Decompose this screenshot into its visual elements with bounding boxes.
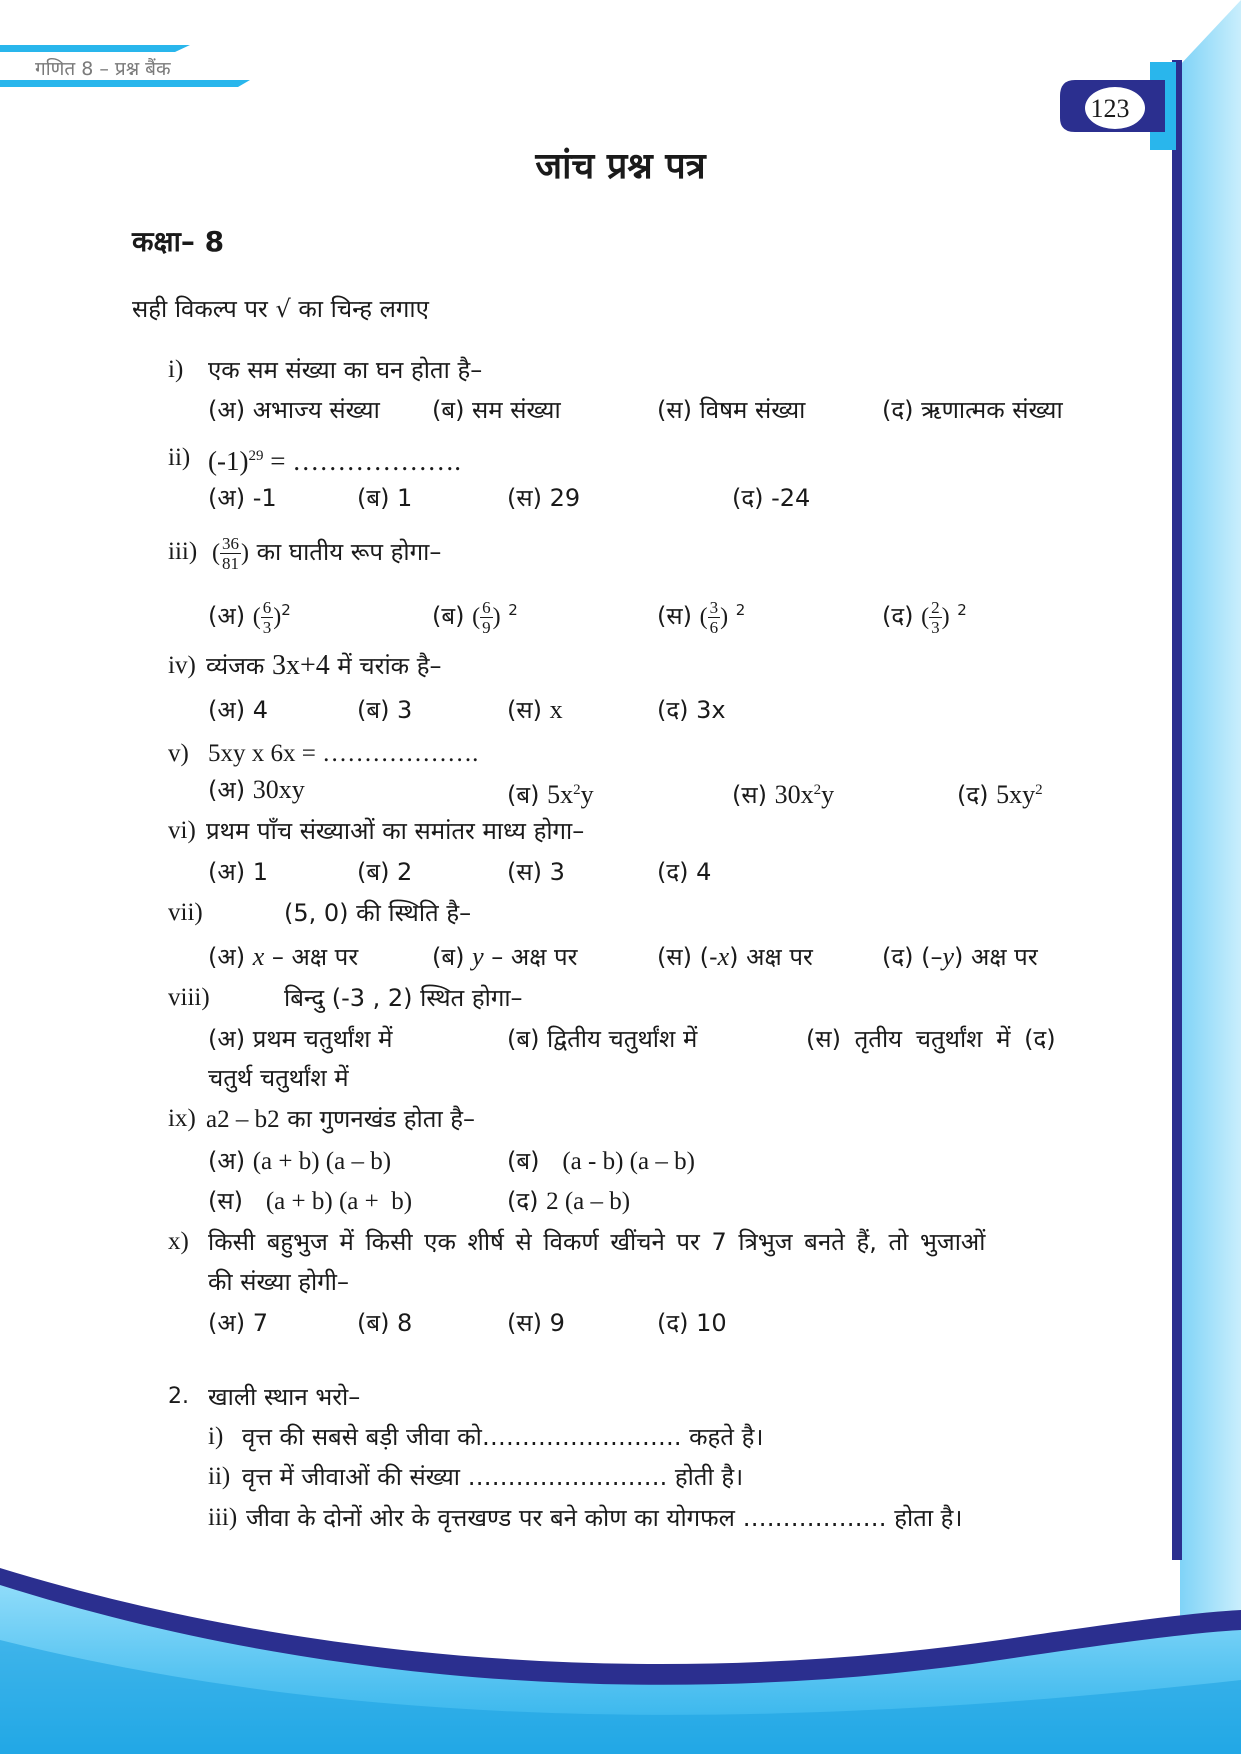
q5-text: 5xy x 6x = ……………….: [208, 740, 479, 767]
q5-option-b: (ब) $5x^2y$: [507, 780, 594, 809]
q9-option-d: (द) 2 (a – b): [507, 1187, 631, 1215]
section2-heading: खाली स्थान भरो–: [208, 1383, 361, 1411]
section2-item-2: वृत्त में जीवाओं की संख्या ……………………. होती है।: [242, 1463, 744, 1491]
q8-option-d: चतुर्थ चतुर्थांश में: [208, 1064, 349, 1092]
q1-option-d: (द) ऋणात्मक संख्या: [882, 396, 1063, 424]
q7-option-c: (स) (-x) अक्ष पर: [657, 942, 813, 971]
q1-option-b: (ब) सम संख्या: [432, 396, 561, 424]
q7-option-d: (द) (–y) अक्ष पर: [882, 942, 1038, 971]
q5-option-d: (द) $5xy^2$: [957, 780, 1043, 809]
q3-option-d: (द) ( $\frac{2}{3}$ ) $^2$: [882, 597, 967, 637]
q8-option-c: (स) तृतीय चतुर्थांश में (द): [806, 1025, 1056, 1053]
q9-option-b: (ब) (a - b) (a – b): [507, 1147, 695, 1175]
q3-number: iii): [168, 538, 198, 565]
q6-number: vi): [168, 817, 196, 844]
q3-option-b: (ब) ( $\frac{6}{9}$ ) $^2$: [432, 597, 518, 637]
q4-option-b: (ब) 3: [357, 696, 413, 724]
q8-option-b: (ब) द्वितीय चतुर्थांश में: [507, 1025, 698, 1053]
bottom-wave: [0, 1568, 1241, 1754]
q8-option-a: (अ) प्रथम चतुर्थांश में: [208, 1025, 393, 1053]
q1-number: i): [168, 356, 184, 383]
q1-text: एक सम संख्या का घन होता है–: [208, 356, 483, 384]
q10-option-d: (द) 10: [657, 1309, 727, 1337]
side-band: [1150, 0, 1241, 1754]
section2-item-2-number: ii): [208, 1463, 231, 1490]
q2-text: $(-1)^{29}$ = ……………….: [208, 446, 461, 476]
q8-number: viii): [168, 984, 210, 1011]
q2-option-a: (अ) -1: [208, 484, 277, 512]
section2-item-3-number: iii): [208, 1504, 238, 1531]
section2-item-1: वृत्त की सबसे बड़ी जीवा को……………………. कहते है।: [242, 1423, 764, 1451]
q6-option-c: (स) 3: [507, 858, 565, 886]
q6-option-d: (द) 4: [657, 858, 712, 886]
q6-option-a: (अ) 1: [208, 858, 268, 886]
q2-number: ii): [168, 444, 191, 471]
section2-number: 2.: [168, 1384, 189, 1409]
q6-option-b: (ब) 2: [357, 858, 413, 886]
q3-option-a: (अ) ( $\frac{6}{3}$ )$^2$: [208, 597, 291, 637]
q2-option-d: (द) -24: [732, 484, 811, 512]
q7-option-b: (ब) y – अक्ष पर: [432, 942, 578, 971]
q10-number: x): [168, 1228, 189, 1255]
running-header: गणित 8 – प्रश्न बैंक: [35, 58, 171, 80]
page-title: जांच प्रश्न पत्र: [535, 146, 706, 187]
q4-text: व्यंजक 3x+4 में चरांक है–: [206, 650, 442, 681]
q8-text: बिन्दु (-3 , 2) स्थित होगा–: [284, 984, 523, 1012]
page-number: 123: [1090, 94, 1130, 123]
q4-option-c: (स) x: [507, 695, 563, 724]
q10-text-line2: की संख्या होगी–: [208, 1268, 349, 1296]
q7-text: (5, 0) की स्थिति है–: [284, 899, 472, 927]
q9-option-a: (अ) (a + b) (a – b): [208, 1147, 392, 1175]
q4-option-d: (द) 3x: [657, 696, 726, 724]
q1-option-a: (अ) अभाज्य संख्या: [208, 396, 380, 424]
q2-option-b: (ब) 1: [357, 484, 413, 512]
section2-item-3: जीवा के दोनों ओर के वृत्तखण्ड पर बने कोण का योगफल ……………… होता है।: [246, 1504, 963, 1532]
q6-text: प्रथम पाँच संख्याओं का समांतर माध्य होगा–: [206, 817, 585, 845]
q2-option-c: (स) 29: [507, 484, 581, 512]
q7-number: vii): [168, 899, 203, 926]
q5-option-c: (स) $30x^2y$: [732, 780, 835, 809]
q9-option-c: (स) (a + b) (a + b): [208, 1187, 413, 1215]
q7-option-a: (अ) x – अक्ष पर: [208, 942, 359, 971]
q3-option-c: (स) ( $\frac{3}{6}$ ) $^2$: [657, 597, 746, 637]
q10-option-a: (अ) 7: [208, 1309, 268, 1337]
q4-number: iv): [168, 652, 196, 679]
q10-option-b: (ब) 8: [357, 1309, 413, 1337]
q10-text-line1: किसी बहुभुज में किसी एक शीर्ष से विकर्ण खींचने पर 7 त्रिभुज बनते हैं, तो भुजाओं: [208, 1228, 986, 1256]
q4-option-a: (अ) 4: [208, 696, 268, 724]
q5-number: v): [168, 740, 189, 767]
q3-fraction: $\frac{36}{81}$: [222, 533, 239, 573]
q10-option-c: (स) 9: [507, 1309, 565, 1337]
q1-option-c: (स) विषम संख्या: [657, 396, 806, 424]
instruction: सही विकल्प पर √ का चिन्ह लगाए: [132, 295, 429, 323]
q9-number: ix): [168, 1105, 196, 1132]
q3-text: ( $\frac{36}{81}$ ) का घातीय रूप होगा–: [212, 533, 442, 573]
section2-item-1-number: i): [208, 1423, 224, 1450]
q9-text: a2 – b2 का गुणनखंड होता है–: [206, 1105, 476, 1133]
class-label: कक्षा– 8: [132, 225, 225, 258]
q5-option-a: (अ) 30xy: [208, 775, 305, 804]
